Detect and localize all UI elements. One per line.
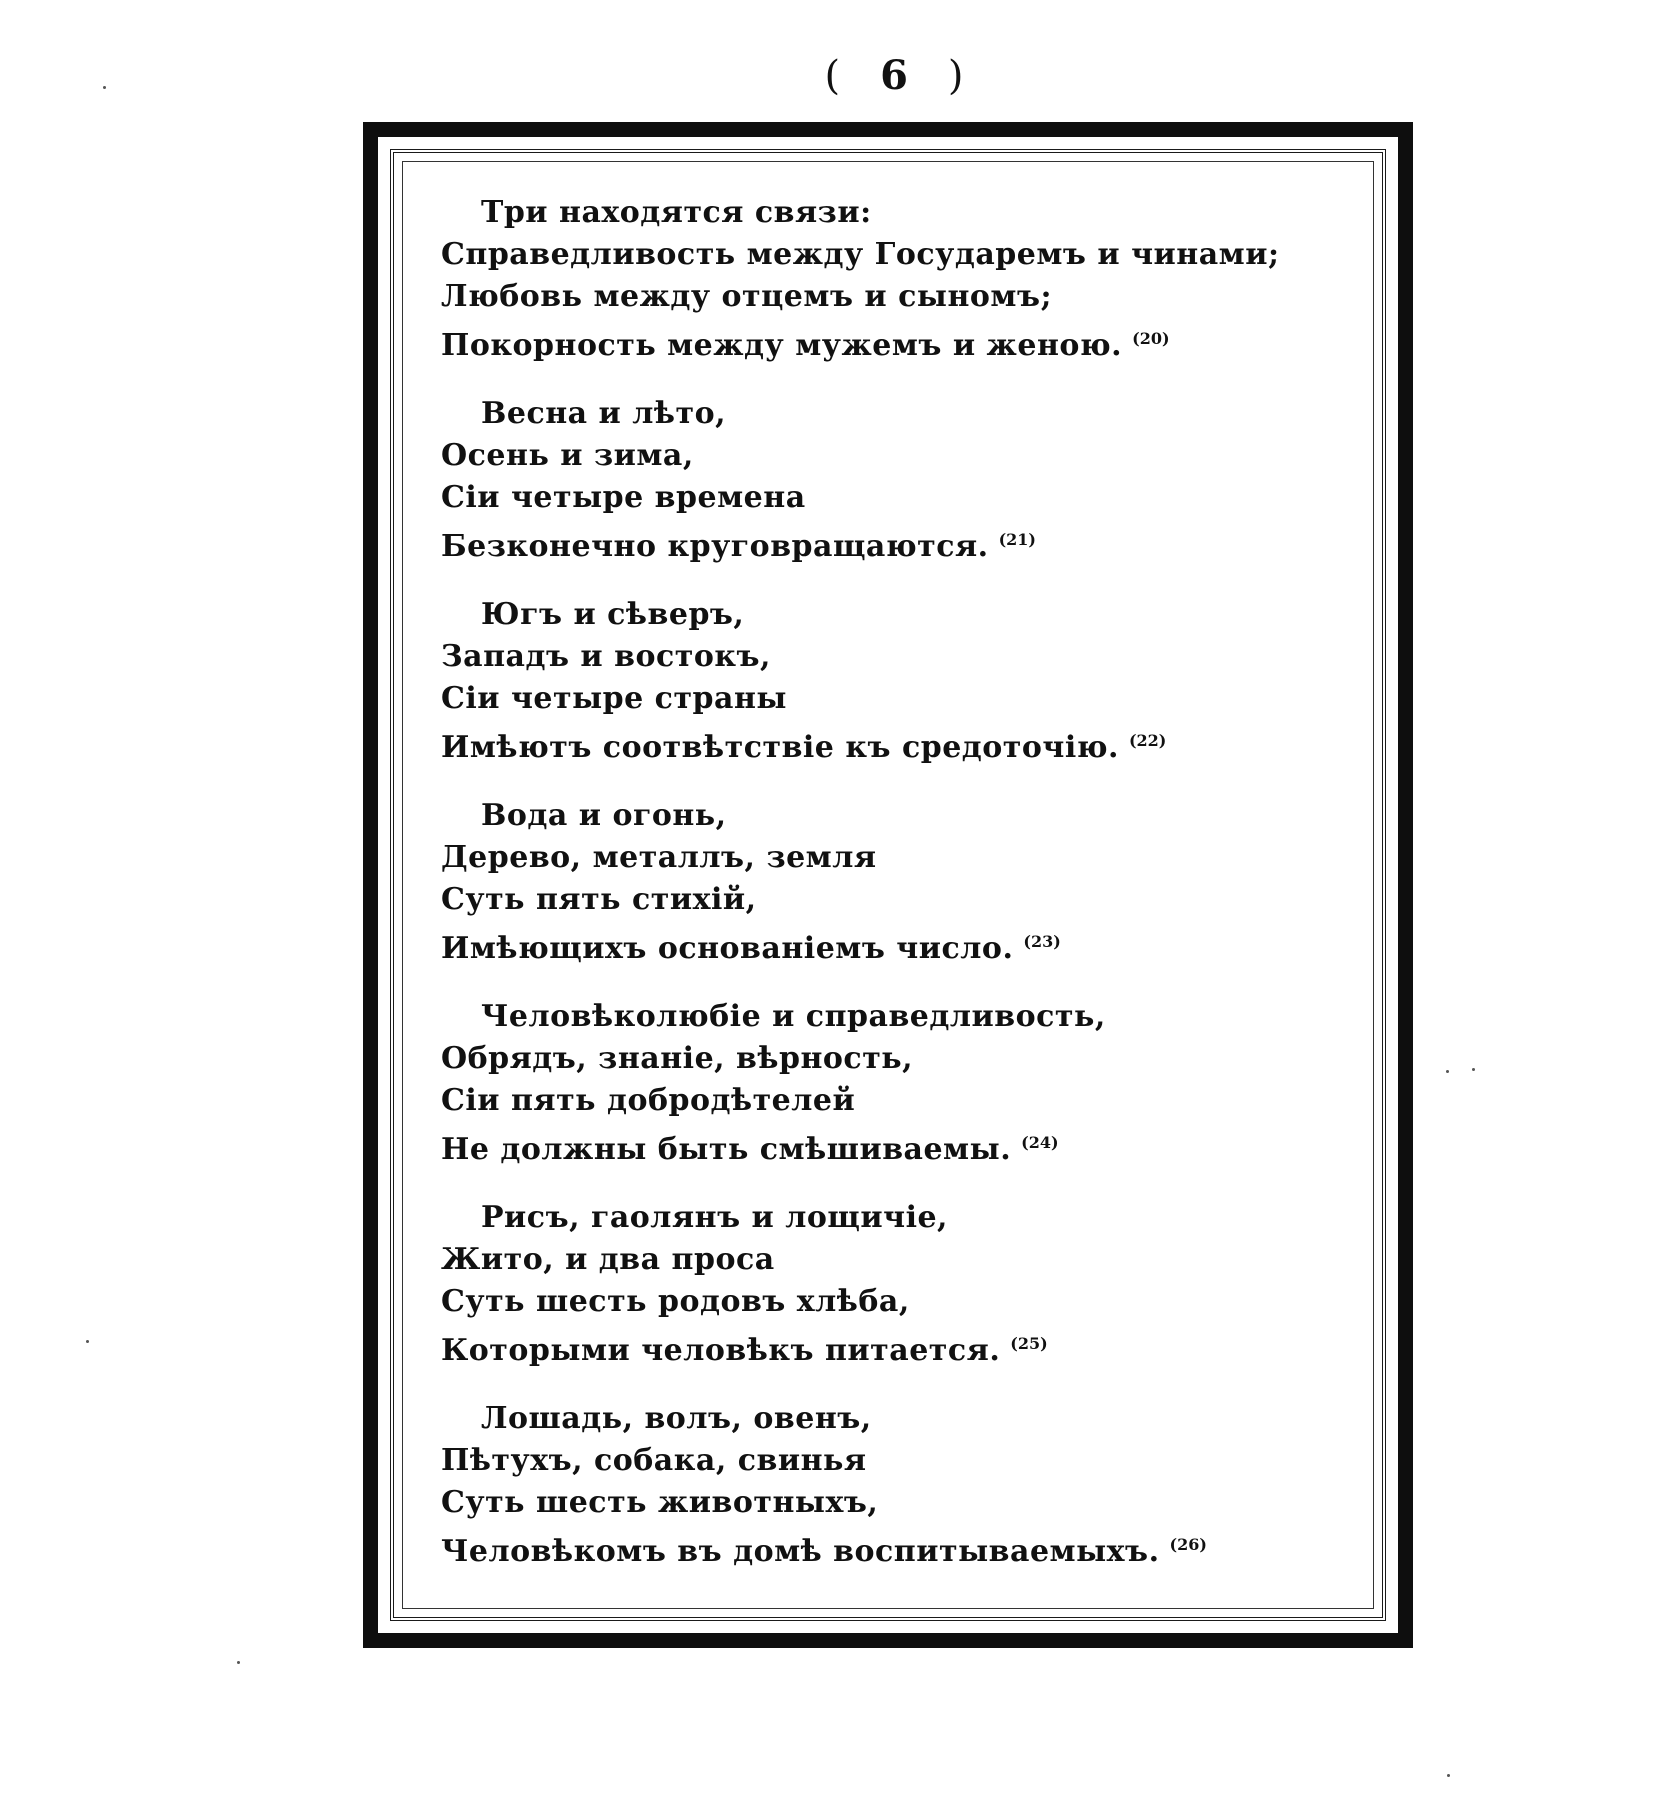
verse-line: Весна и лѣто, — [481, 396, 727, 431]
stanza — [441, 795, 1341, 970]
verse-line-last — [441, 720, 1341, 769]
verse-line: Югъ и сѣверъ, — [481, 597, 745, 632]
footnote-marker: (22) — [1128, 731, 1167, 750]
verse-line: Справедливость между Государемъ и чинами; — [441, 237, 1280, 272]
verse-line-last — [441, 1122, 1341, 1171]
verse-line: Жито, и два проса — [441, 1242, 775, 1277]
verse-line: Лошадь, волъ, овенъ, — [481, 1401, 872, 1436]
verse-line: Суть шесть родовъ хлѣба, — [441, 1284, 910, 1319]
stanza — [441, 1398, 1341, 1573]
paper-speck — [237, 1661, 240, 1664]
footnote-marker: (20) — [1132, 329, 1170, 348]
verse-line-last — [441, 519, 1341, 568]
verse-line: Вода и огонь, — [481, 798, 727, 833]
verse-line-last — [441, 921, 1341, 970]
stanza — [441, 594, 1341, 769]
stanza — [441, 1197, 1341, 1372]
verse-line: Дерево, металлъ, земля — [441, 840, 877, 875]
verse-line: Три находятся связи: — [481, 195, 872, 230]
footnote-marker: (25) — [1010, 1334, 1048, 1353]
paper-speck — [1472, 1068, 1475, 1071]
page-border — [363, 122, 1413, 1648]
verse-text: Не должны быть смѣшиваемы. — [441, 1132, 1012, 1167]
verse-text: Безконечно круговращаются. — [441, 529, 989, 564]
right-parenthesis: ) — [947, 53, 966, 99]
poem-body — [441, 192, 1341, 1599]
verse-text: Которыми человѣкъ питается. — [441, 1333, 1001, 1368]
verse-text: Имѣющихъ основаніемъ число. — [441, 931, 1014, 966]
paper-speck — [86, 1340, 89, 1343]
paper-speck — [1446, 1070, 1449, 1073]
verse-line: Суть пять стихій, — [441, 882, 757, 917]
footnote-marker: (23) — [1023, 932, 1061, 951]
paper-speck — [103, 86, 106, 89]
verse-line: Сіи пять добродѣтелей — [441, 1083, 856, 1118]
footnote-marker: (21) — [998, 530, 1036, 549]
verse-line: Западъ и востокъ, — [441, 639, 771, 674]
verse-line: Рисъ, гаолянъ и лощичіе, — [481, 1200, 948, 1235]
verse-line: Человѣколюбіе и справедливость, — [481, 999, 1106, 1034]
page-number: 6 — [880, 52, 910, 99]
verse-line: Осень и зима, — [441, 438, 694, 473]
verse-line: Пѣтухъ, собака, свинья — [441, 1443, 867, 1478]
verse-text: Человѣкомъ въ домѣ воспитываемыхъ. — [441, 1534, 1160, 1569]
page-number-header — [0, 52, 1673, 99]
stanza — [441, 393, 1341, 568]
verse-text: Имѣютъ соотвѣтствіе къ средоточію. — [441, 730, 1119, 765]
verse-line: Обрядъ, знаніе, вѣрность, — [441, 1041, 914, 1076]
verse-line-last — [441, 318, 1341, 367]
verse-line-last — [441, 1323, 1341, 1372]
verse-line: Любовь между отцемъ и сыномъ; — [441, 279, 1053, 314]
left-parenthesis: ( — [824, 53, 843, 99]
paper-speck — [1447, 1774, 1450, 1777]
footnote-marker: (24) — [1021, 1133, 1059, 1152]
verse-line: Суть шесть животныхъ, — [441, 1485, 879, 1520]
verse-line: Сіи четыре страны — [441, 681, 787, 716]
footnote-marker: (26) — [1169, 1535, 1207, 1554]
stanza — [441, 996, 1341, 1171]
stanza — [441, 192, 1341, 367]
verse-line: Сіи четыре времена — [441, 480, 806, 515]
verse-line-last — [441, 1524, 1341, 1573]
verse-text: Покорность между мужемъ и женою. — [441, 328, 1123, 363]
